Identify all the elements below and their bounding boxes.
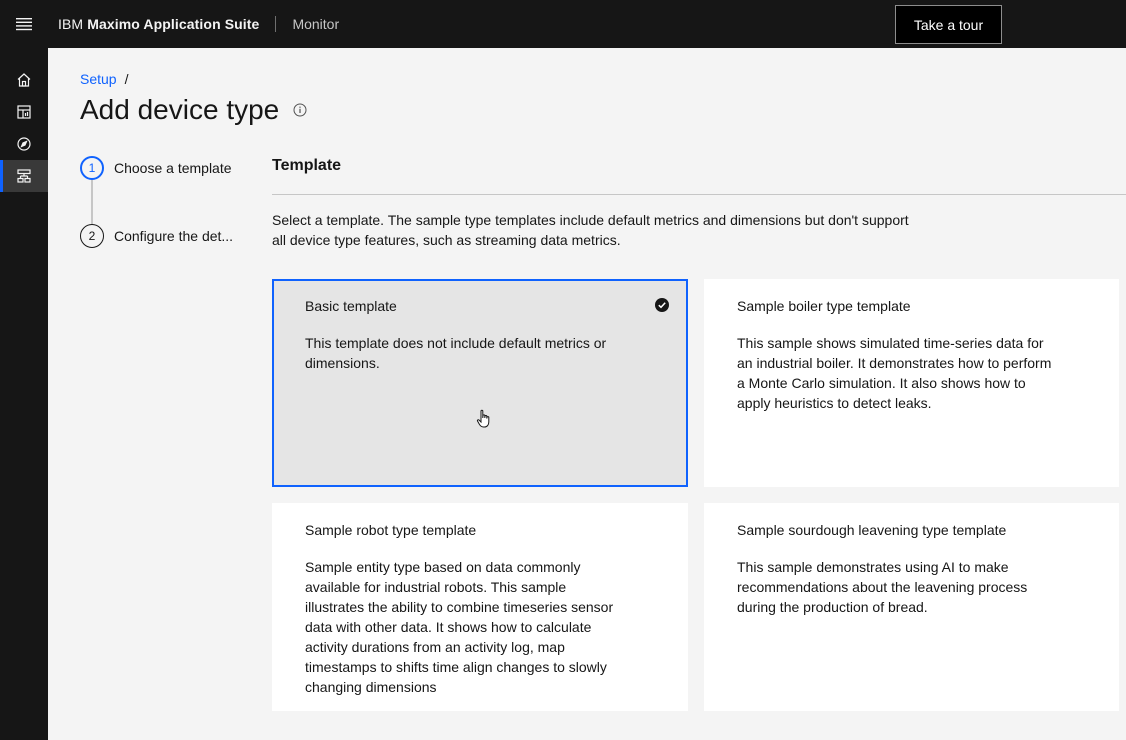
tile-sourdough-template[interactable] — [704, 503, 1119, 711]
hand-pointer-icon — [476, 409, 492, 429]
compass-icon — [16, 136, 32, 152]
nav-item-dashboard[interactable] — [0, 96, 48, 128]
hierarchy-icon — [16, 168, 32, 184]
step-label: Configure the det... — [114, 228, 234, 244]
progress-indicator — [80, 156, 233, 248]
step-label: Choose a template — [114, 160, 232, 176]
tile-title: Sample boiler type template — [737, 298, 911, 314]
tile-boiler-template[interactable] — [704, 279, 1119, 487]
breadcrumb-separator: / — [124, 71, 129, 87]
brand-name: Maximo Application Suite — [87, 16, 260, 32]
section-description: Select a template. The sample type templates include default metrics and dimensions but don't support all device type features, such as streaming data metrics. — [272, 212, 909, 248]
product-name: Monitor — [292, 16, 340, 32]
breadcrumb-setup-link[interactable]: Setup — [80, 71, 117, 87]
tile-title: Sample robot type template — [305, 522, 477, 538]
section-divider — [272, 194, 1126, 195]
step-number: 1 — [80, 156, 104, 180]
checkmark-filled-icon — [654, 297, 670, 313]
dashboard-icon — [16, 104, 32, 120]
step-number: 2 — [80, 224, 104, 248]
nav-item-home[interactable] — [0, 64, 48, 96]
tile-description: This sample shows simulated time-series data for an industrial boiler. It demonstrates how to perform a Monte Carlo simulation. It also shows how to apply heuristics to detect leaks. — [737, 335, 1052, 411]
tile-title: Basic template — [305, 298, 397, 314]
menu-button[interactable] — [0, 0, 48, 48]
tile-basic-template[interactable] — [272, 279, 688, 487]
tile-title: Sample sourdough leavening type template — [737, 522, 1007, 538]
take-a-tour-button[interactable]: Take a tour — [895, 5, 1002, 44]
page-title — [80, 94, 307, 126]
side-nav — [0, 48, 48, 740]
breadcrumb — [80, 71, 128, 87]
tile-description: This sample demonstrates using AI to make recommendations about the leavening process during the production of bread. — [737, 559, 1028, 615]
step-choose-template[interactable] — [80, 156, 233, 180]
tile-robot-template[interactable] — [272, 503, 688, 711]
section-title: Template — [272, 157, 342, 174]
top-header — [0, 0, 1126, 48]
tile-description: Sample entity type based on data commonly available for industrial robots. This sample illustrates the ability to combine timeseries sensor data with other data. It shows how to calculate activity durations from an activity log, map timestamps to shifts time align changes to slowly changing dimensions — [305, 559, 614, 695]
nav-item-setup[interactable] — [0, 160, 48, 192]
page-title-text: Add device type — [80, 94, 280, 125]
info-icon[interactable] — [293, 103, 307, 117]
brand-prefix: IBM — [58, 16, 84, 32]
hamburger-icon — [15, 17, 33, 31]
nav-item-explore[interactable] — [0, 128, 48, 160]
home-icon — [16, 72, 32, 88]
app-brand[interactable] — [48, 16, 275, 32]
step-configure-details[interactable] — [80, 224, 233, 248]
step-connector — [91, 180, 93, 224]
tile-description: This template does not include default metrics or dimensions. — [305, 335, 607, 371]
